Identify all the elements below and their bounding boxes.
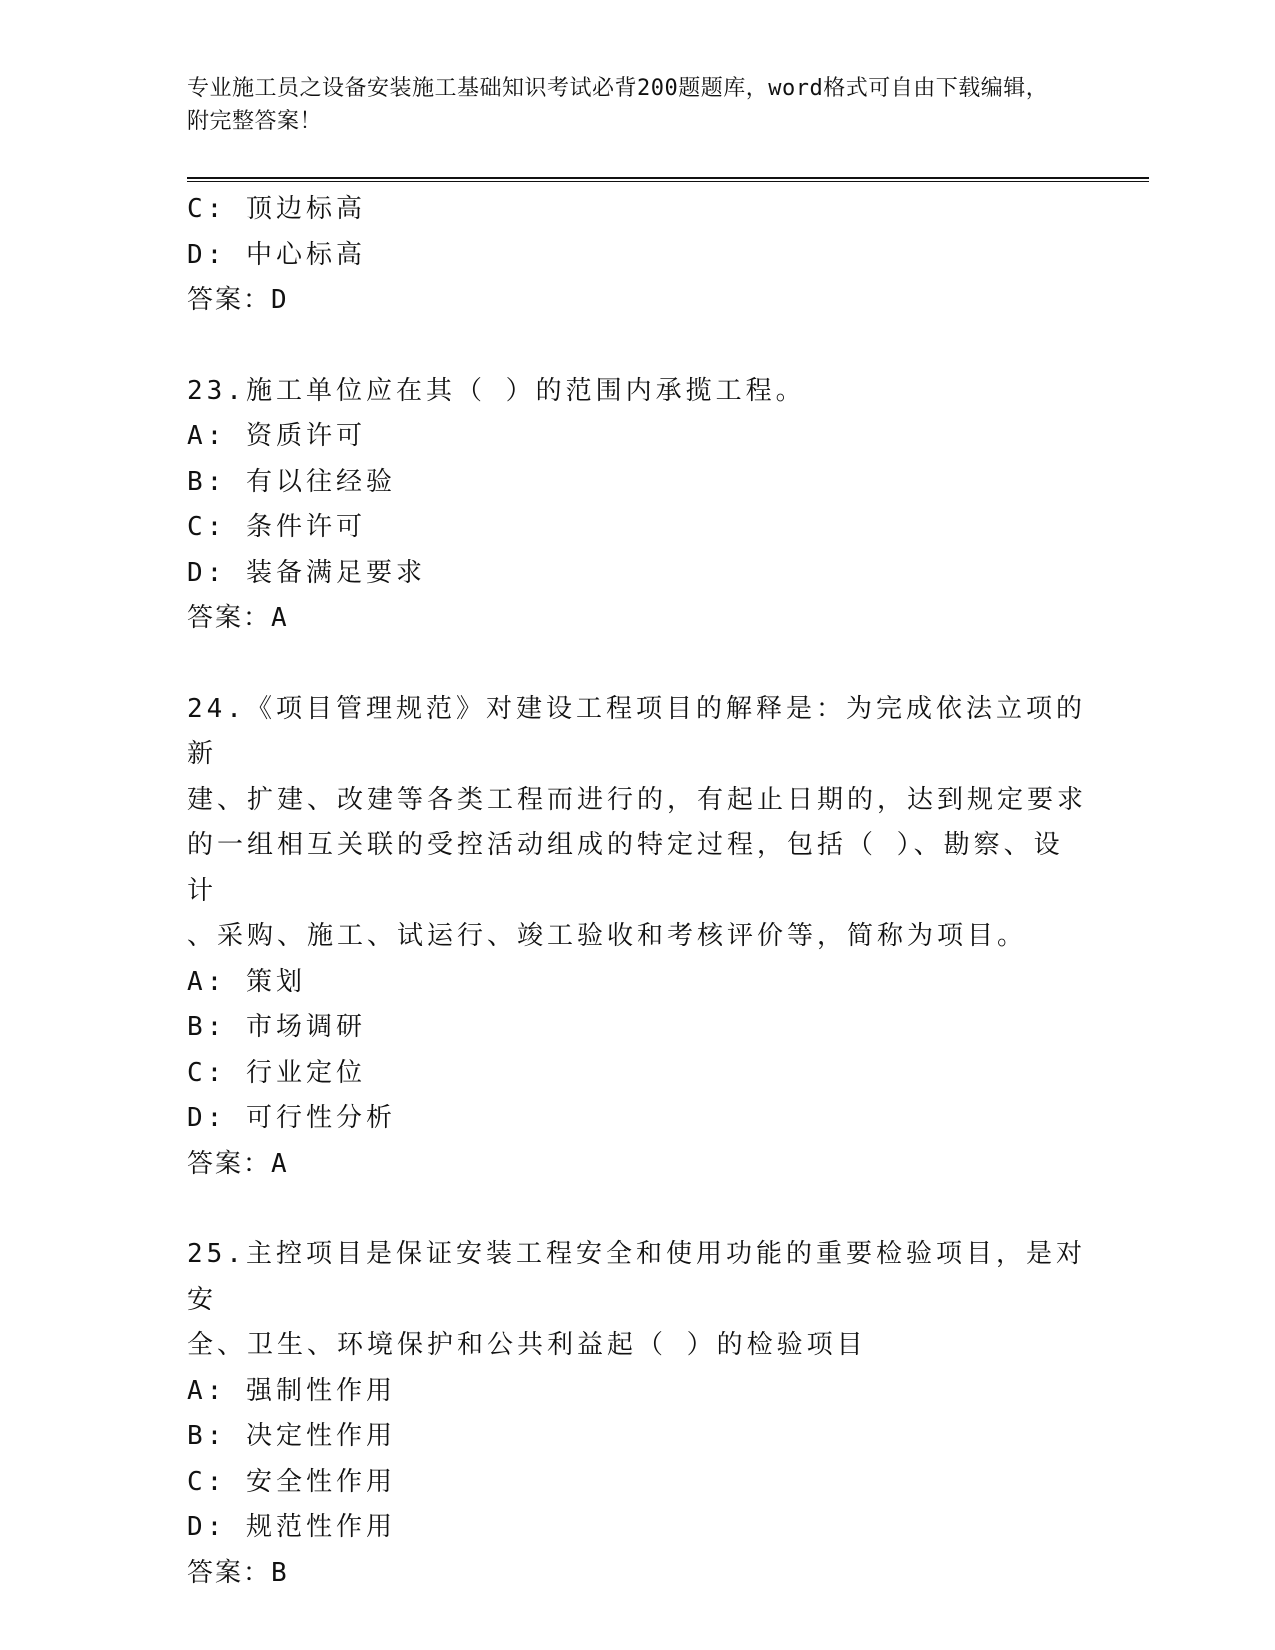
question-23 [187, 369, 1087, 642]
header-divider-thin [187, 181, 1149, 182]
option-b: B: 市场调研 [187, 1012, 366, 1042]
question-list [187, 187, 1087, 1596]
question-stem-line: 全、卫生、环境保护和公共利益起（ ）的检验项目 [187, 1330, 867, 1360]
option-d: D: 可行性分析 [187, 1103, 396, 1133]
option-c: C: 顶边标高 [187, 194, 366, 224]
header-title: 专业施工员之设备安装施工基础知识考试必背200题题库，word格式可自由下载编辑，附完整答案！ [187, 76, 1049, 134]
question-25 [187, 1232, 1087, 1596]
question-stem: 23.施工单位应在其（ ）的范围内承揽工程。 [187, 375, 806, 406]
option-b: B: 有以往经验 [187, 466, 396, 497]
answer-line: 答案：B [187, 1557, 289, 1588]
answer-line: 答案：A [187, 603, 289, 633]
option-d: D: 规范性作用 [187, 1512, 396, 1542]
option-b: B: 决定性作用 [187, 1421, 396, 1451]
spacer [187, 1187, 1087, 1232]
option-d: D: 装备满足要求 [187, 557, 426, 588]
page-header [187, 72, 1067, 138]
option-c: C: 安全性作用 [187, 1466, 396, 1497]
question-stem-line: 24.《项目管理规范》对建设工程项目的解释是：为完成依法立项的新 [187, 693, 1086, 769]
option-a: A: 策划 [187, 966, 306, 997]
spacer [187, 324, 1087, 369]
question-24 [187, 687, 1087, 1188]
question-stem-line: 、采购、施工、试运行、竣工验收和考核评价等，简称为项目。 [187, 921, 1028, 951]
option-c: C: 条件许可 [187, 512, 366, 542]
prev-question-tail [187, 187, 1087, 324]
option-c: C: 行业定位 [187, 1057, 366, 1088]
option-d: D: 中心标高 [187, 239, 366, 270]
header-divider [187, 177, 1149, 179]
question-stem-line: 的一组相互关联的受控活动组成的特定过程，包括（ ）、勘察、设计 [187, 830, 1064, 906]
answer-line: 答案：D [187, 285, 289, 315]
option-a: A: 强制性作用 [187, 1375, 396, 1406]
question-stem-line: 建、扩建、改建等各类工程而进行的，有起止日期的，达到规定要求 [187, 784, 1088, 815]
question-stem-line: 25.主控项目是保证安装工程安全和使用功能的重要检验项目，是对安 [187, 1239, 1086, 1315]
answer-line: 答案：A [187, 1148, 289, 1179]
option-a: A: 资质许可 [187, 421, 366, 451]
spacer [187, 642, 1087, 687]
